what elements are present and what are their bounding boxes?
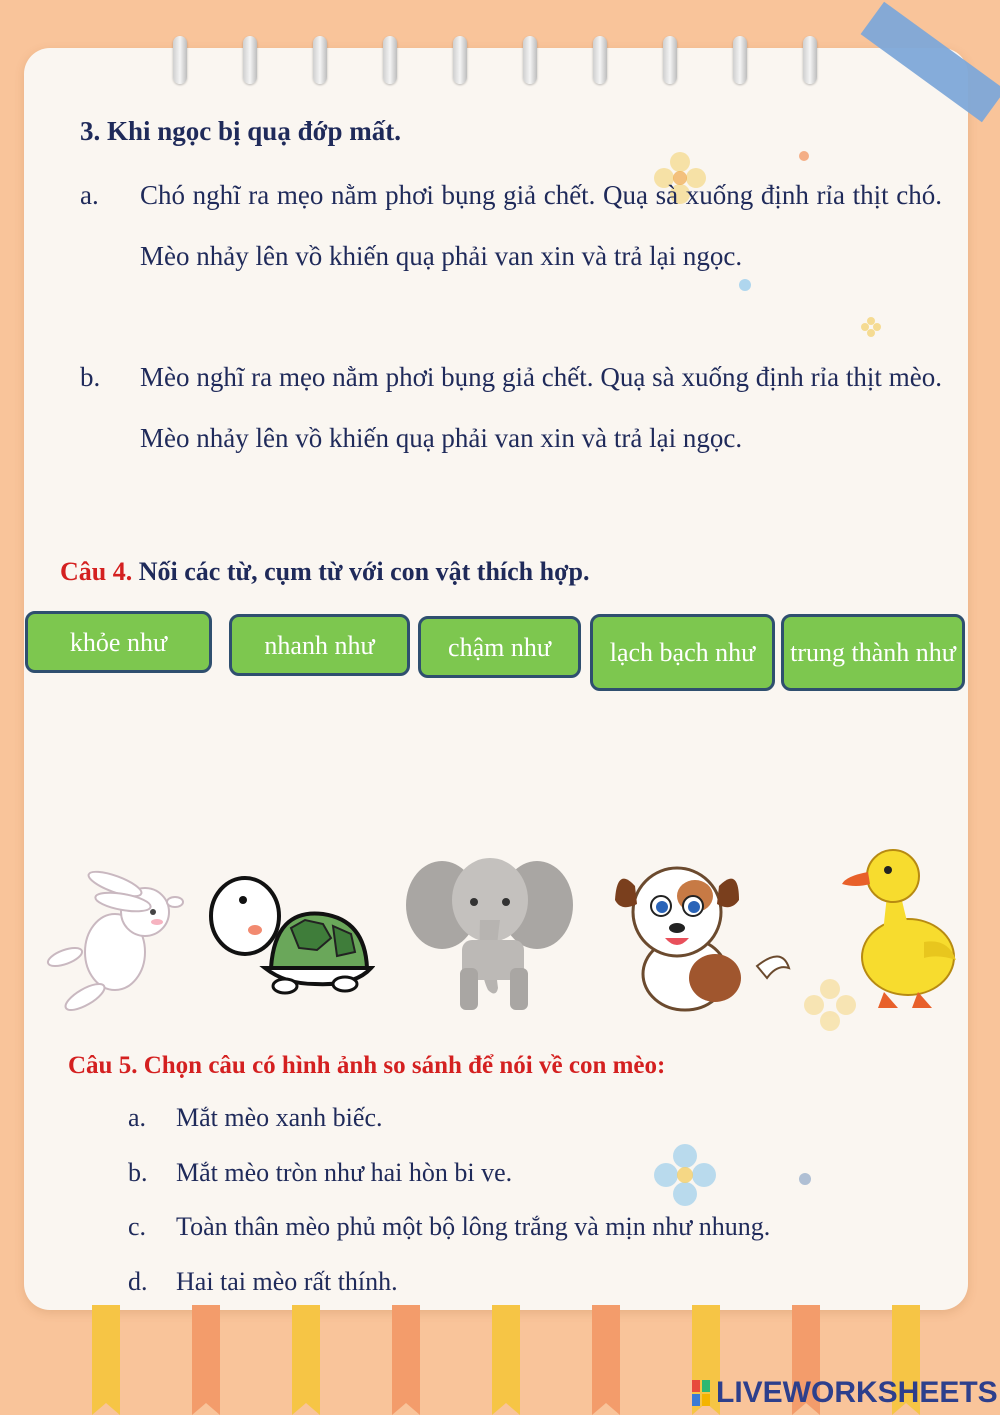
option-b-text[interactable]: Mắt mèo tròn như hai hòn bi ve. [176, 1158, 513, 1187]
binder-ring [243, 36, 257, 84]
option-b-text: Mèo nghĩ ra mẹo nằm phơi bụng giả chết. Quạ sà xuống định rỉa thịt mèo. Mèo nhảy lên vồ khiến quạ phải van xin và trả lại ngọc. [140, 362, 942, 453]
option-letter: b. [80, 362, 101, 392]
flower-icon [650, 1140, 720, 1210]
dot-decoration [798, 150, 810, 162]
option-letter: a. [128, 1103, 147, 1132]
option-letter: c. [128, 1212, 147, 1241]
binder-ring [173, 36, 187, 84]
option-d-text[interactable]: Hai tai mèo rất thính. [176, 1267, 398, 1296]
ribbon-decoration [492, 1305, 520, 1415]
binder-ring [313, 36, 327, 84]
option-a-text: Chó nghĩ ra mẹo nằm phơi bụng giả chết. Quạ sà xuống định rỉa thịt chó. Mèo nhảy lên vồ khiến quạ phải van xin và trả lại ngọc. [140, 180, 942, 271]
word-box-cham-nhu[interactable]: chậm như [418, 616, 581, 678]
turtle-icon[interactable] [205, 868, 375, 998]
elephant-icon[interactable] [402, 850, 577, 1015]
word-box-lach-bach-nhu[interactable]: lạch bạch như [590, 614, 775, 691]
word-box-nhanh-nhu[interactable]: nhanh như [229, 614, 410, 676]
ribbon-decoration [592, 1305, 620, 1415]
word-box-khoe-nhu[interactable]: khỏe như [25, 611, 212, 673]
word-box-trung-thanh-nhu[interactable]: trung thành như [781, 614, 965, 691]
question-4-text: Nối các từ, cụm từ với con vật thích hợp. [138, 557, 590, 586]
question-4-label: Câu 4. [60, 557, 133, 586]
binder-ring [383, 36, 397, 84]
ribbon-decoration [292, 1305, 320, 1415]
binder-ring [593, 36, 607, 84]
liveworksheets-logo-icon [692, 1380, 710, 1406]
liveworksheets-logo[interactable]: LIVEWORKSHEETS [716, 1376, 998, 1409]
option-a-text[interactable]: Mắt mèo xanh biếc. [176, 1103, 383, 1132]
ribbon-decoration [192, 1305, 220, 1415]
binder-ring [733, 36, 747, 84]
flower-icon [860, 316, 882, 338]
option-letter: a. [80, 180, 99, 210]
question-3-title: 3. Khi ngọc bị quạ đớp mất. [80, 116, 402, 146]
option-c-text[interactable]: Toàn thân mèo phủ một bộ lông trắng và mịn như nhung. [176, 1212, 771, 1241]
duck-icon[interactable] [838, 842, 960, 1014]
dog-icon[interactable] [607, 856, 797, 1018]
rabbit-icon[interactable] [45, 862, 185, 1012]
dot-decoration [798, 1172, 812, 1186]
binder-ring [803, 36, 817, 84]
binder-ring [523, 36, 537, 84]
question-5-heading: Câu 5. Chọn câu có hình ảnh so sánh để nói về con mèo: [68, 1052, 666, 1079]
ribbon-decoration [92, 1305, 120, 1415]
option-letter: b. [128, 1158, 148, 1187]
option-letter: d. [128, 1267, 148, 1296]
ribbon-decoration [392, 1305, 420, 1415]
binder-ring [453, 36, 467, 84]
binder-ring [663, 36, 677, 84]
question-4-heading [60, 557, 589, 587]
